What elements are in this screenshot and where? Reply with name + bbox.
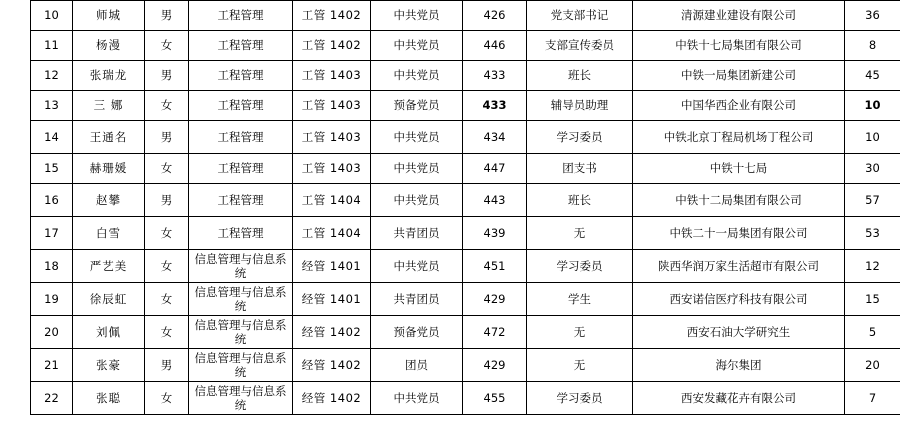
table-row: [31, 154, 900, 184]
cell-rank: 12: [845, 250, 900, 283]
cell-major: 信息管理与信息系统: [189, 316, 293, 349]
cell-index: 14: [31, 121, 73, 154]
cell-rank: 53: [845, 217, 900, 250]
cell-class: 工管 1404: [293, 184, 371, 217]
cell-company: 西安发藏花卉有限公司: [633, 382, 845, 415]
cell-major: 工程管理: [189, 121, 293, 154]
cell-name: 赵攀: [73, 184, 145, 217]
cell-major: 信息管理与信息系统: [189, 250, 293, 283]
cell-score: 429: [463, 283, 527, 316]
cell-index: 16: [31, 184, 73, 217]
cell-index: 11: [31, 31, 73, 61]
cell-score: 443: [463, 184, 527, 217]
cell-party: 共青团员: [371, 217, 463, 250]
cell-post: 学习委员: [527, 382, 633, 415]
cell-post: 支部宣传委员: [527, 31, 633, 61]
cell-major: 工程管理: [189, 31, 293, 61]
cell-major: 工程管理: [189, 61, 293, 91]
cell-party: 共青团员: [371, 283, 463, 316]
cell-sex: 女: [145, 154, 189, 184]
cell-party: 预备党员: [371, 91, 463, 121]
cell-sex: 女: [145, 316, 189, 349]
cell-major: 信息管理与信息系统: [189, 349, 293, 382]
cell-company: 中铁一局集团新建公司: [633, 61, 845, 91]
cell-party: 中共党员: [371, 250, 463, 283]
table-row: [31, 349, 900, 382]
table-row: [31, 31, 900, 61]
cell-index: 19: [31, 283, 73, 316]
cell-company: 中铁十二局集团有限公司: [633, 184, 845, 217]
cell-index: 15: [31, 154, 73, 184]
cell-class: 经管 1401: [293, 250, 371, 283]
cell-rank: 36: [845, 1, 900, 31]
cell-score: 447: [463, 154, 527, 184]
table-row: [31, 184, 900, 217]
cell-rank: 20: [845, 349, 900, 382]
cell-class: 工管 1402: [293, 31, 371, 61]
table-row: [31, 283, 900, 316]
cell-rank: 5: [845, 316, 900, 349]
cell-company: 西安石油大学研究生: [633, 316, 845, 349]
cell-sex: 男: [145, 349, 189, 382]
cell-index: 13: [31, 91, 73, 121]
cell-name: 刘佩: [73, 316, 145, 349]
cell-post: 党支部书记: [527, 1, 633, 31]
cell-rank: 15: [845, 283, 900, 316]
cell-class: 经管 1402: [293, 382, 371, 415]
table-row: [31, 61, 900, 91]
cell-company: 海尔集团: [633, 349, 845, 382]
cell-major: 信息管理与信息系统: [189, 283, 293, 316]
cell-sex: 女: [145, 283, 189, 316]
table-body: [31, 1, 900, 415]
cell-name: 三 娜: [73, 91, 145, 121]
cell-class: 工管 1403: [293, 121, 371, 154]
cell-company: 中铁北京丁程局机场丁程公司: [633, 121, 845, 154]
cell-party: 团员: [371, 349, 463, 382]
cell-post: 无: [527, 349, 633, 382]
cell-post: 学生: [527, 283, 633, 316]
cell-class: 工管 1403: [293, 61, 371, 91]
cell-post: 学习委员: [527, 250, 633, 283]
cell-score: 439: [463, 217, 527, 250]
cell-post: 班长: [527, 61, 633, 91]
cell-rank: 57: [845, 184, 900, 217]
table-row: [31, 316, 900, 349]
cell-rank: 10: [845, 121, 900, 154]
cell-name: 张豪: [73, 349, 145, 382]
cell-party: 预备党员: [371, 316, 463, 349]
cell-sex: 男: [145, 1, 189, 31]
cell-class: 经管 1401: [293, 283, 371, 316]
cell-company: 中铁十七局: [633, 154, 845, 184]
cell-post: 班长: [527, 184, 633, 217]
cell-major: 工程管理: [189, 217, 293, 250]
table-row: [31, 91, 900, 121]
cell-index: 22: [31, 382, 73, 415]
cell-rank: 10: [845, 91, 900, 121]
cell-sex: 女: [145, 31, 189, 61]
cell-rank: 30: [845, 154, 900, 184]
cell-company: 中铁十七局集团有限公司: [633, 31, 845, 61]
cell-class: 工管 1403: [293, 91, 371, 121]
cell-sex: 女: [145, 91, 189, 121]
table-row: [31, 121, 900, 154]
cell-post: 无: [527, 217, 633, 250]
cell-score: 434: [463, 121, 527, 154]
cell-sex: 女: [145, 217, 189, 250]
cell-major: 工程管理: [189, 1, 293, 31]
cell-company: 中国华西企业有限公司: [633, 91, 845, 121]
cell-major: 工程管理: [189, 154, 293, 184]
cell-score: 446: [463, 31, 527, 61]
cell-sex: 男: [145, 121, 189, 154]
cell-party: 中共党员: [371, 121, 463, 154]
table-row: [31, 382, 900, 415]
cell-company: 陕西华润万家生活超市有限公司: [633, 250, 845, 283]
cell-post: 辅导员助理: [527, 91, 633, 121]
cell-name: 王通名: [73, 121, 145, 154]
cell-party: 中共党员: [371, 31, 463, 61]
cell-class: 工管 1404: [293, 217, 371, 250]
cell-index: 18: [31, 250, 73, 283]
cell-name: 师城: [73, 1, 145, 31]
cell-score: 433: [463, 91, 527, 121]
cell-post: 学习委员: [527, 121, 633, 154]
cell-class: 工管 1403: [293, 154, 371, 184]
cell-company: 中铁二十一局集团有限公司: [633, 217, 845, 250]
cell-score: 433: [463, 61, 527, 91]
cell-score: 472: [463, 316, 527, 349]
cell-score: 451: [463, 250, 527, 283]
cell-name: 张聪: [73, 382, 145, 415]
cell-name: 严艺美: [73, 250, 145, 283]
cell-company: 西安诺信医疗科技有限公司: [633, 283, 845, 316]
cell-party: 中共党员: [371, 154, 463, 184]
cell-party: 中共党员: [371, 1, 463, 31]
cell-index: 12: [31, 61, 73, 91]
cell-party: 中共党员: [371, 382, 463, 415]
cell-index: 20: [31, 316, 73, 349]
cell-score: 455: [463, 382, 527, 415]
cell-name: 杨漫: [73, 31, 145, 61]
cell-rank: 7: [845, 382, 900, 415]
cell-sex: 女: [145, 382, 189, 415]
cell-score: 426: [463, 1, 527, 31]
cell-company: 清源建业建设有限公司: [633, 1, 845, 31]
cell-sex: 男: [145, 61, 189, 91]
cell-rank: 45: [845, 61, 900, 91]
cell-class: 经管 1402: [293, 349, 371, 382]
cell-sex: 男: [145, 184, 189, 217]
cell-party: 中共党员: [371, 184, 463, 217]
cell-sex: 女: [145, 250, 189, 283]
cell-class: 工管 1402: [293, 1, 371, 31]
cell-party: 中共党员: [371, 61, 463, 91]
cell-post: 无: [527, 316, 633, 349]
cell-major: 工程管理: [189, 184, 293, 217]
cell-class: 经管 1402: [293, 316, 371, 349]
cell-post: 团支书: [527, 154, 633, 184]
cell-name: 赫珊媛: [73, 154, 145, 184]
cell-score: 429: [463, 349, 527, 382]
table-row: [31, 217, 900, 250]
student-table: [30, 0, 900, 415]
table-row: [31, 1, 900, 31]
cell-major: 信息管理与信息系统: [189, 382, 293, 415]
cell-rank: 8: [845, 31, 900, 61]
cell-index: 21: [31, 349, 73, 382]
cell-name: 徐辰虹: [73, 283, 145, 316]
table-row: [31, 250, 900, 283]
cell-name: 白雪: [73, 217, 145, 250]
cell-index: 10: [31, 1, 73, 31]
cell-major: 工程管理: [189, 91, 293, 121]
cell-index: 17: [31, 217, 73, 250]
cell-name: 张瑞龙: [73, 61, 145, 91]
